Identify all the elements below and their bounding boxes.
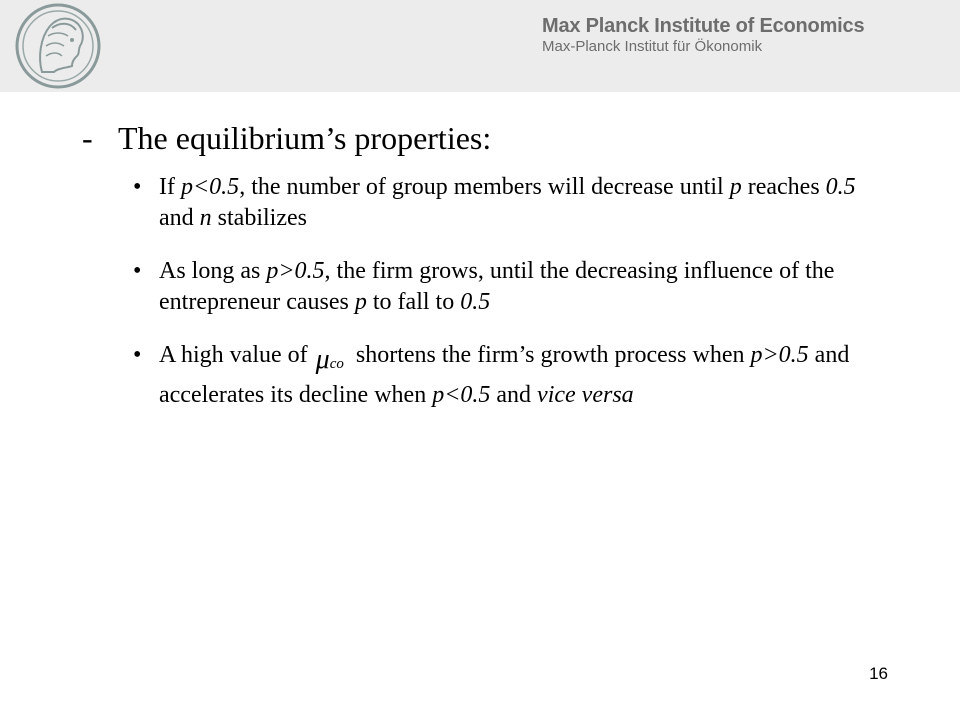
- bullet-math: vice versa: [537, 382, 634, 408]
- bullet-item: [133, 340, 893, 411]
- bullet-text: shortens the firm’s growth process when: [349, 342, 751, 368]
- bullet-text: As long as: [159, 258, 267, 284]
- bullet-math: 0.5: [460, 289, 491, 315]
- bullet-text: stabilizes: [211, 205, 307, 231]
- bullet-text: and accelerates its decline when: [159, 342, 850, 408]
- mu-co-symbol: [316, 344, 344, 380]
- page-number: 16: [869, 664, 888, 683]
- header-bar: [0, 0, 960, 92]
- bullet-math: p>0.5: [750, 342, 809, 368]
- bullet-math: p<0.5: [180, 174, 240, 200]
- bullet-text: to fall to: [366, 289, 461, 315]
- heading-dash: -: [82, 120, 93, 156]
- bullet-list: [133, 172, 893, 433]
- mu-letter: μ: [315, 344, 330, 375]
- heading-text: The equilibrium’s properties:: [118, 120, 492, 156]
- bullet-text: reaches: [741, 174, 826, 200]
- bullet-dot: •: [133, 258, 142, 284]
- bullet-item: [133, 172, 893, 234]
- bullet-math: n: [199, 205, 212, 231]
- bullet-math: 0.5: [825, 174, 856, 200]
- minerva-logo-icon: [8, 2, 108, 90]
- mu-subscript: co: [329, 356, 344, 372]
- bullet-dot: •: [133, 174, 142, 200]
- bullet-text: , the firm grows, until the decreasing influence of the entrepreneur causes: [159, 258, 835, 315]
- org-name: Max Planck Institute of Economics: [542, 15, 865, 37]
- bullet-text: If: [159, 174, 181, 200]
- org-title-block: [542, 16, 864, 54]
- bullet-text: A high value of: [159, 342, 314, 368]
- bullet-text: , the number of group members will decrease until: [239, 174, 730, 200]
- bullet-dot: •: [133, 342, 142, 368]
- bullet-math: p>0.5: [266, 258, 325, 284]
- bullet-math: p<0.5: [432, 382, 491, 408]
- bullet-math: p: [729, 174, 742, 200]
- bullet-text: and: [490, 382, 538, 408]
- org-name-german: Max-Planck Institut für Ökonomik: [542, 38, 763, 55]
- bullet-item: [133, 256, 893, 318]
- bullet-text: and: [159, 205, 200, 231]
- bullet-math: p: [354, 289, 367, 315]
- slide-heading: [82, 118, 491, 158]
